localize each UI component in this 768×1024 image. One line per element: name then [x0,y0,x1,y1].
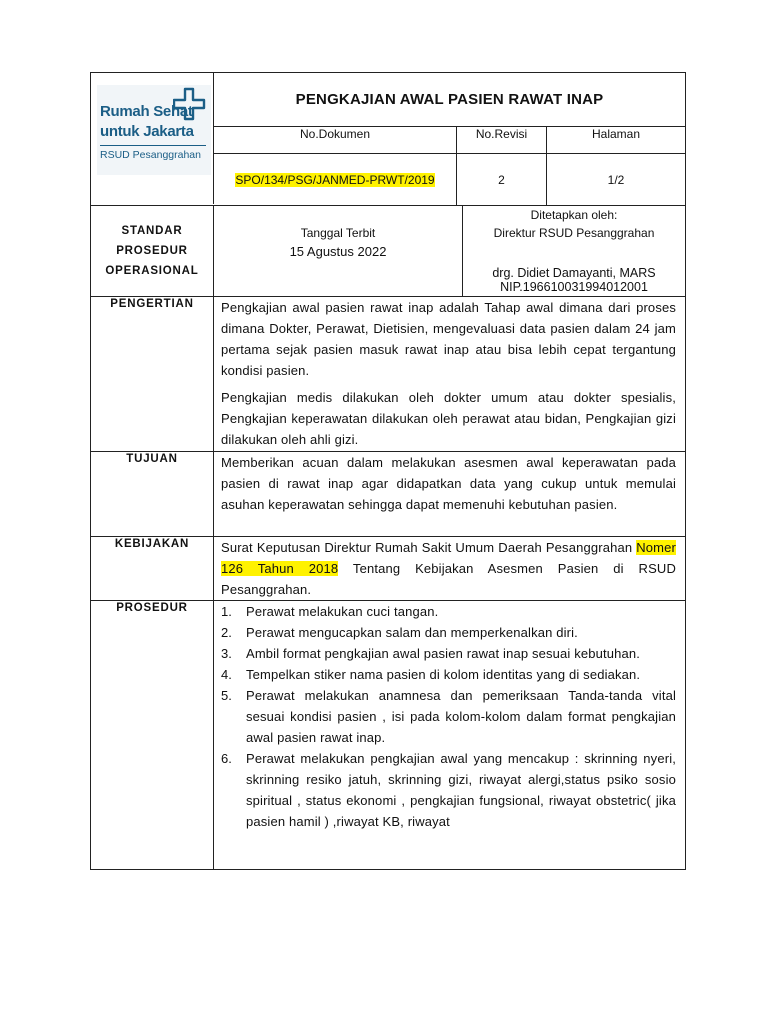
meta-labels-row [214,127,685,154]
step-text: Perawat melakukan pengkajian awal yang mencakup : skrinning nyeri, skrinning resiko jatuh, skrinning gizi, riwayat alergi,status psiko sosio spiritual , status ekonomi , pengkajian fungsional, riwayat obstetric( jika pasien hamil ) ,riwayat KB, riwayat [246,751,676,829]
logo-text-line1: Rumah Sehat [100,103,193,120]
tanggal-terbit-cell [214,206,463,296]
no-revisi-value: 2 [457,154,547,205]
direktur-title: Direktur RSUD Pesanggrahan [493,226,655,240]
step-text: Perawat melakukan anamnesa dan pemeriksaan Tanda-tanda vital sesuai kondisi pasien , isi pada kolom-kolom dalam format pengkajian awal pasien rawat inap. [246,688,676,745]
step-number: 1. [221,604,232,619]
ditetapkan-cell [463,206,685,296]
tujuan-row [90,451,686,536]
kebijakan-text-after: Tentang Kebijakan Asesmen Pasien di RSUD Pesanggrahan. [221,561,676,597]
pengertian-label-cell [91,297,214,451]
step-number: 4. [221,667,232,682]
step-number: 3. [221,646,232,661]
prosedur-steps [214,601,685,832]
list-item [221,643,676,664]
kebijakan-paragraph [214,537,685,600]
kebijakan-label-cell [91,537,214,600]
hospital-logo [97,85,211,175]
pengertian-row [90,296,686,451]
kebijakan-highlight: Nomer 126 Tahun 2018 [221,540,676,576]
step-text: Perawat melakukan cuci tangan. [246,604,439,619]
list-item [221,685,676,748]
list-item [221,664,676,685]
logo-divider [100,145,206,146]
list-item [221,748,676,832]
step-text: Perawat mengucapkan salam dan memperkenalkan diri. [246,625,578,640]
logo-text-line2: untuk Jakarta [100,123,194,140]
step-number: 2. [221,625,232,640]
ditetapkan-label: Ditetapkan oleh: [530,208,618,222]
prosedur-label: PROSEDUR [116,602,188,614]
meta-values-row [214,154,685,205]
step-text: Tempelkan stiker nama pasien di kolom identitas yang di sediakan. [246,667,641,682]
spo-label-line1: STANDAR [121,225,183,237]
step-text: Ambil format pengkajian awal pasien rawat inap sesuai kebutuhan. [246,646,641,661]
direktur-name: drg. Didiet Damayanti, MARS [492,266,656,280]
tanggal-terbit-label: Tanggal Terbit [300,226,376,240]
tujuan-content [214,452,685,536]
logo-cell [91,73,214,204]
header-right [214,73,685,205]
spo-row [90,205,686,296]
kebijakan-content [214,537,685,600]
no-dokumen-label: No.Dokumen [214,127,457,153]
pengertian-paragraph-1: Pengkajian awal pasien rawat inap adalah Tahap awal dimana dari proses dimana Dokter, Perawat, Dietisien, mengevaluasi data pasien dalam 24 jam pertama sejak pasien masuk rawat inap atau bisa lebih cepat tergantung kondisi pasien. [221,300,676,378]
tanggal-terbit-value: 15 Agustus 2022 [289,244,387,259]
tujuan-paragraph: Memberikan acuan dalam melakukan asesmen awal keperawatan pada pasien di rawat inap agar didapatkan data yang cukup untuk memulai asuhan keperawatan sehingga dapat memenuhi kebutuhan pasien. [221,455,676,512]
halaman-value: 1/2 [607,172,625,187]
pengertian-content [214,297,685,451]
list-item [221,622,676,643]
prosedur-row [90,600,686,870]
pengertian-paragraph-2: Pengkajian medis dilakukan oleh dokter umum atau dokter spesialis, Pengkajian keperawatan dilakukan oleh perawat atau bidan, Pengkajian gizi dilakukan oleh ahli gizi. [221,390,676,447]
prosedur-label-cell [91,601,214,869]
spo-label-line2: PROSEDUR [116,245,188,257]
kebijakan-text-before: Surat Keputusan Direktur Rumah Sakit Umum Daerah Pesanggrahan [221,540,637,555]
step-number: 5. [221,688,232,703]
list-item [221,601,676,622]
pengertian-label: PENGERTIAN [110,298,194,310]
document-header [90,72,686,205]
tujuan-label-cell [91,452,214,536]
halaman-label: Halaman [591,127,641,141]
logo-text-line3: RSUD Pesanggrahan [100,149,201,161]
no-revisi-label: No.Revisi [457,127,547,153]
spo-label [91,206,214,296]
no-dokumen-value: SPO/134/PSG/JANMED-PRWT/2019 [235,172,435,187]
no-dokumen-cell [214,154,457,205]
kebijakan-label: KEBIJAKAN [114,538,190,550]
spo-label-line3: OPERASIONAL [105,265,199,277]
kebijakan-row [90,536,686,600]
sop-document [90,72,686,870]
document-title: PENGKAJIAN AWAL PASIEN RAWAT INAP [214,73,685,127]
tujuan-label: TUJUAN [126,453,178,465]
prosedur-content [214,601,685,869]
direktur-nip: NIP.196610031994012001 [500,280,648,294]
step-number: 6. [221,751,232,766]
